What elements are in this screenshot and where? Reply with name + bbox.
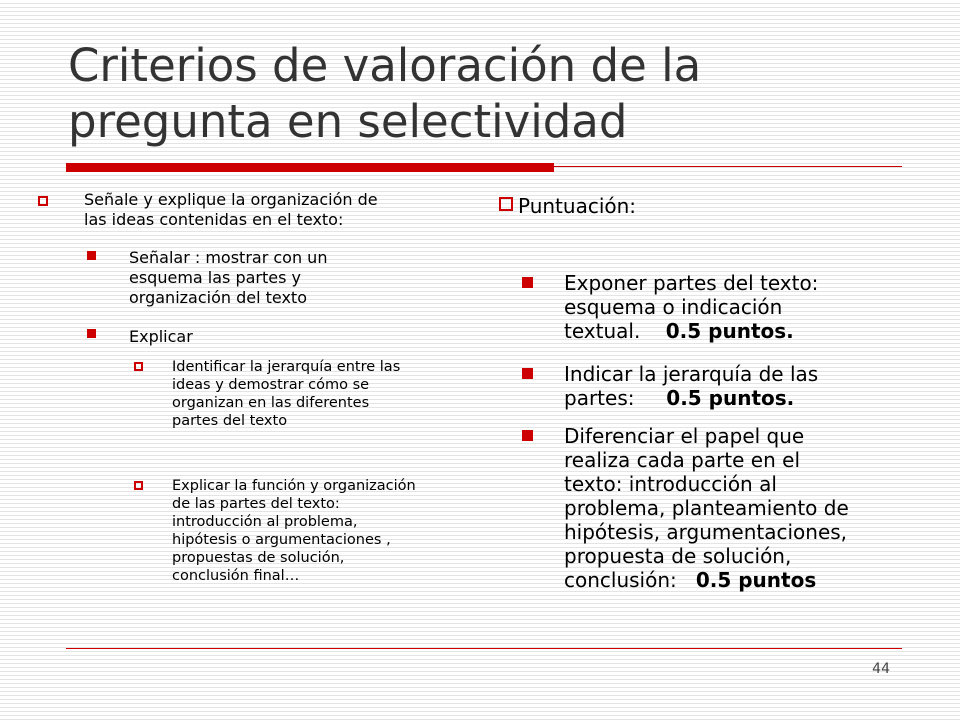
title-line-1: Criterios de valoración de la	[68, 39, 702, 92]
solid-square-bullet-icon	[522, 368, 533, 379]
solid-square-bullet-icon	[87, 251, 96, 260]
text-line: organización del texto	[129, 288, 307, 307]
hollow-square-bullet-icon	[134, 362, 143, 371]
page-number: 44	[872, 661, 890, 677]
hollow-square-bullet-icon	[499, 197, 513, 211]
text-line: Identificar la jerarquía entre las	[172, 359, 401, 375]
list-item-sub-identificar	[172, 358, 490, 430]
hollow-square-bullet-icon	[134, 481, 143, 490]
footer-rule-line	[66, 648, 902, 649]
text-line: Exponer partes del texto:	[564, 271, 819, 295]
title-rule-line	[554, 166, 902, 167]
scoring-item-diferenciar	[564, 424, 914, 592]
list-item-sub-explicar	[129, 327, 193, 347]
list-item-sub-senalar	[129, 248, 489, 308]
text-line: de las partes del texto:	[172, 496, 340, 512]
solid-square-bullet-icon	[522, 430, 533, 441]
text-line: problema, planteamiento de	[564, 496, 849, 520]
slide-title	[68, 38, 928, 150]
text-line: propuesta de solución,	[564, 544, 792, 568]
text-line: textual.	[564, 319, 641, 343]
text-line: texto: introducción al	[564, 472, 777, 496]
text-line: Señale y explique la organización de	[84, 190, 378, 209]
list-item-sub-explicar-funcion	[172, 477, 490, 585]
text-line: hipótesis, argumentaciones,	[564, 520, 848, 544]
hollow-square-bullet-icon	[38, 196, 48, 206]
solid-square-bullet-icon	[522, 277, 533, 288]
text-line: conclusión:	[564, 568, 677, 592]
score-value: 0.5 puntos	[695, 568, 817, 592]
text-line: realiza cada parte en el	[564, 448, 801, 472]
text-line: introducción al problema,	[172, 514, 358, 530]
solid-square-bullet-icon	[87, 329, 96, 338]
text-line: Señalar : mostrar con un	[129, 248, 328, 267]
text-line: ideas y demostrar cómo se	[172, 377, 370, 393]
scoring-item-indicar	[564, 362, 904, 410]
text-line: hipótesis o argumentaciones ,	[172, 532, 391, 548]
text-line: esquema o indicación	[564, 295, 783, 319]
text-line: Indicar la jerarquía de las	[564, 362, 819, 386]
scoring-heading: Puntuación:	[518, 194, 637, 218]
title-line-2: pregunta en selectividad	[68, 95, 628, 148]
list-item-text	[84, 190, 496, 230]
text-line: conclusión final…	[172, 568, 300, 584]
scoring-item-exponer	[564, 271, 904, 343]
text-line: Explicar la función y organización	[172, 478, 416, 494]
text-line: partes:	[564, 386, 635, 410]
text-line: Explicar	[129, 327, 193, 346]
text-line: propuestas de solución,	[172, 550, 345, 566]
title-underline-bar	[66, 163, 554, 172]
text-line: Diferenciar el papel que	[564, 424, 805, 448]
text-line: esquema las partes y	[129, 268, 302, 287]
text-line: organizan en las diferentes	[172, 395, 370, 411]
score-value: 0.5 puntos.	[666, 386, 795, 410]
text-line: partes del texto	[172, 413, 288, 429]
score-value: 0.5 puntos.	[665, 319, 794, 343]
text-line: las ideas contenidas en el texto:	[84, 210, 344, 229]
